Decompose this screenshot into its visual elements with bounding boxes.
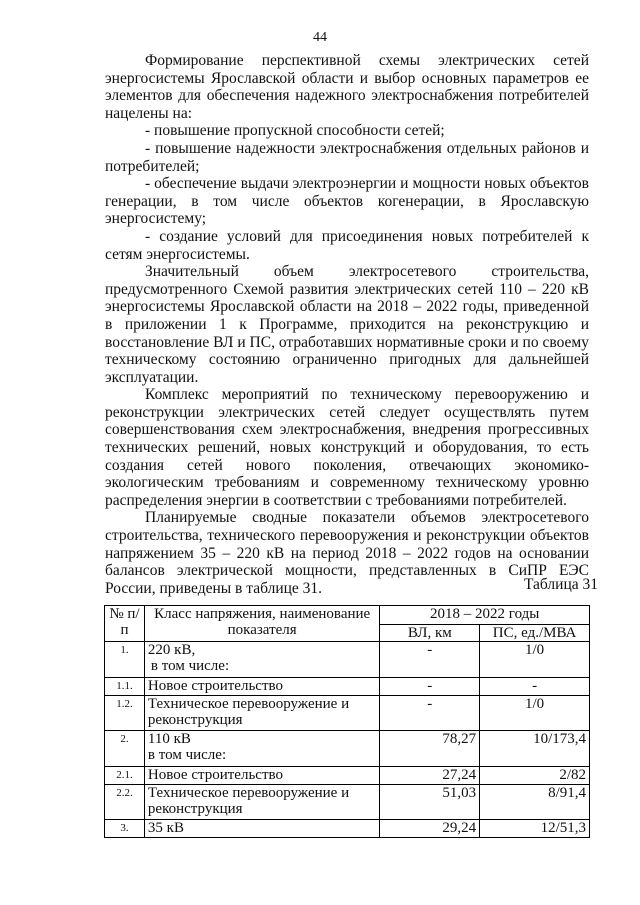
row-no: 3. <box>105 820 145 838</box>
row-vl: 29,24 <box>380 820 480 838</box>
paragraph: Комплекс мероприятий по техническому перевооружению и реконструкции электрических сетей следует осуществлять путем совершенствования схем электроснабжения, внедрения прогрессивных технических решений, новых конструкций и оборудования, то есть создания сетей нового поколения, отвечающих экономико-экологическим требованиям и современному техническому уровню распределения энергии в соответствии с требованиями потребителей. <box>105 386 589 509</box>
list-item: - обеспечение выдачи электроэнергии и мощности новых объектов генерации, в том числе объектов когенерации, в Ярославскую энергосистему; <box>105 175 589 228</box>
row-ps: 1/0 <box>480 642 590 678</box>
row-vl: 27,24 <box>380 767 480 785</box>
row-no: 2.2. <box>105 785 145 820</box>
paragraph: Планируемые сводные показатели объемов электросетевого строительства, технического перевооружения и реконструкции объектов напряжением 35 – 220 кВ на период 2018 – 2022 годов на основании балансов электрической мощности, представленных в СиПР ЕЭС России, приведены в таблице 31. <box>105 509 589 597</box>
table-row <box>105 767 590 785</box>
row-name: 35 кВ <box>144 820 380 838</box>
header-period: 2018 – 2022 годы <box>380 606 590 625</box>
row-no: 1.1. <box>105 678 145 696</box>
table-row <box>105 820 590 838</box>
row-vl: 51,03 <box>380 785 480 820</box>
paragraph: Формирование перспективной схемы электрических сетей энергосистемы Ярославской области и выбор основных параметров ее элементов для обеспечения надежного электроснабжения потребителей нацелены на: <box>105 52 589 122</box>
row-vl: 78,27 <box>380 731 480 767</box>
row-name: 220 кВ, в том числе: <box>144 642 380 678</box>
row-name: Техническое перевооружение и реконструкция <box>144 696 380 731</box>
row-no: 2. <box>105 731 145 767</box>
row-ps: 8/91,4 <box>480 785 590 820</box>
paragraph: Значительный объем электросетевого строительства, предусмотренного Схемой развития электрических сетей 110 – 220 кВ энергосистемы Ярославской области на 2018 – 2022 годы, приведенной в приложении 1 к Программе, приходится на реконструкцию и восстановление ВЛ и ПС, отработавших нормативные сроки и по своему техническому состоянию ограниченно пригодных для дальнейшей эксплуатации. <box>105 263 589 386</box>
table-row <box>105 642 590 678</box>
table-caption: Таблица 31 <box>523 576 598 593</box>
list-item: - повышение надежности электроснабжения отдельных районов и потребителей; <box>105 139 589 175</box>
row-name: Техническое перевооружение и реконструкция <box>144 785 380 820</box>
header-ps: ПС, ед./МВА <box>480 625 590 642</box>
row-no: 2.1. <box>105 767 145 785</box>
header-no: № п/п <box>105 606 145 642</box>
row-no: 1. <box>105 642 145 678</box>
page-number: 44 <box>313 30 327 45</box>
row-vl: - <box>380 678 480 696</box>
row-vl: - <box>380 642 480 678</box>
row-vl: - <box>380 696 480 731</box>
row-ps: 1/0 <box>480 696 590 731</box>
row-ps: 2/82 <box>480 767 590 785</box>
row-ps: - <box>480 678 590 696</box>
table-row <box>105 678 590 696</box>
table-row <box>105 785 590 820</box>
list-item: - повышение пропускной способности сетей; <box>145 122 445 140</box>
row-name: Новое строительство <box>144 767 380 785</box>
row-no: 1.2. <box>105 696 145 731</box>
header-vl: ВЛ, км <box>380 625 480 642</box>
body-text <box>105 52 589 597</box>
header-name: Класс напряжения, наименование показателя <box>144 606 380 642</box>
table-row <box>105 696 590 731</box>
row-name: Новое строительство <box>144 678 380 696</box>
row-ps: 10/173,4 <box>480 731 590 767</box>
row-name: 110 кВ в том числе: <box>144 731 380 767</box>
table-row <box>105 731 590 767</box>
list-item: - создание условий для присоединения новых потребителей к сетям энергосистемы. <box>105 227 589 263</box>
data-table <box>104 605 590 838</box>
row-ps: 12/51,3 <box>480 820 590 838</box>
